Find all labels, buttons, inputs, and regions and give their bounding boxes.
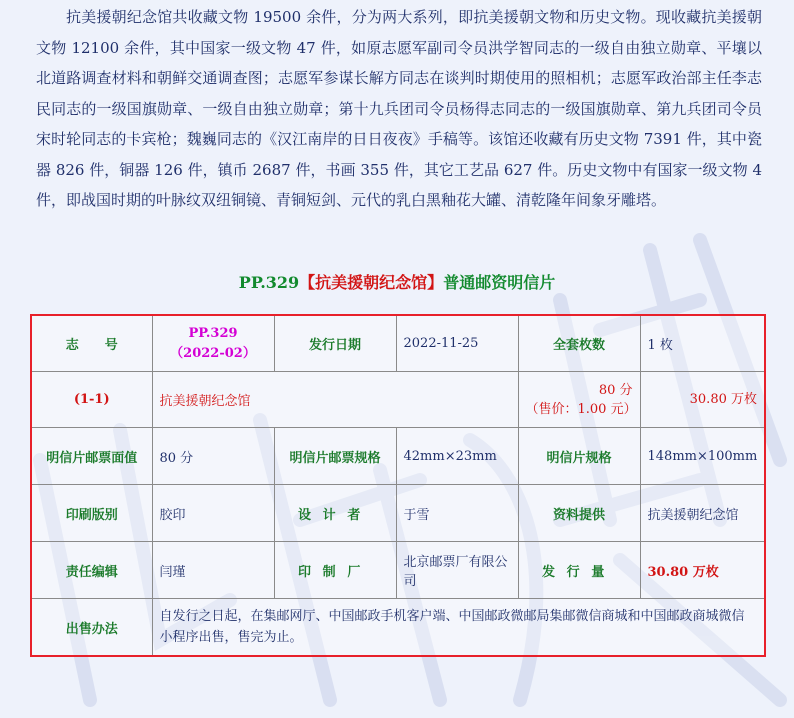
label-designer: 设计者: [274, 485, 396, 542]
table-row: [31, 315, 765, 372]
label-source: 资料提供: [518, 485, 640, 542]
table-row: [31, 485, 765, 542]
item-name: 抗美援朝纪念馆: [152, 372, 518, 428]
title-name: 【抗美援朝纪念馆】: [299, 273, 444, 292]
label-editor: 责任编辑: [31, 542, 152, 599]
card-stamp-face-value: 80 分: [152, 428, 274, 485]
label-print-method: 印刷版别: [31, 485, 152, 542]
table-row: [31, 428, 765, 485]
item-face-line2: （售价：1.00 元）: [525, 401, 637, 417]
item-face-value: [518, 372, 640, 428]
title-code: PP.329: [238, 273, 300, 292]
card-size-value: 148mm×100mm: [640, 428, 765, 485]
intro-paragraph: 抗美援朝纪念馆共收藏文物 19500 余件，分为两大系列，即抗美援朝文物和历史文物。现收藏抗美援朝文物 12100 余件，其中国家一级文物 47 件，如原志愿军副司令员洪学智同志的一级自由独立勋章、平壤以北道路调查材料和朝鲜交通调查图；志愿军参谋长解方同志在谈判时期使用的照相机；志愿军政治部主任李志民同志的一级国旗勋章、一级自由独立勋章；第十九兵团司令员杨得志同志的一级国旗勋章、第九兵团司令员宋时轮同志的卡宾枪；魏巍同志的《汉江南岸的日日夜夜》手稿等。该馆还收藏有历史文物 7391 件，其中瓷器 826 件，铜器 126 件，镇币 2687 件，书画 355 件，其它工艺品 627 件。历史文物中有国家一级文物 4 件，即战国时期的叶脉纹双纽铜镜、青铜短剑、元代的乳白黑釉花大罐、清乾隆年间象牙雕塔。: [36, 8, 762, 209]
label-card-stamp-face: 明信片邮票面值: [31, 428, 152, 485]
card-stamp-size-value: 42mm×23mm: [396, 428, 518, 485]
table-row: [31, 372, 765, 428]
label-sale-method: 出售办法: [31, 599, 152, 657]
item-quantity: 30.80 万枚: [640, 372, 765, 428]
item-number: (1-1): [31, 372, 152, 428]
zhihao-line1: PP.329: [188, 325, 238, 341]
label-card-stamp-size: 明信片邮票规格: [274, 428, 396, 485]
sale-method-value: 自发行之日起，在集邮网厅、中国邮政手机客户端、中国邮政微邮局集邮微信商城和中国邮政商城微信小程序出售，售完为止。: [152, 599, 765, 657]
designer-value: 于雪: [396, 485, 518, 542]
zhihao-value: [152, 315, 274, 372]
label-printer: 印制厂: [274, 542, 396, 599]
table-title: [30, 270, 764, 293]
label-zhihao: 志 号: [31, 315, 152, 372]
title-tail: 普通邮资明信片: [443, 273, 556, 292]
table-row: [31, 599, 765, 657]
table-row: [31, 542, 765, 599]
print-method-value: 胶印: [152, 485, 274, 542]
printer-value: 北京邮票厂有限公司: [396, 542, 518, 599]
label-set-count: 全套枚数: [518, 315, 640, 372]
label-issue-quantity: 发行量: [518, 542, 640, 599]
zhihao-line2: （2022-02）: [170, 345, 256, 361]
issue-quantity-value: 30.80 万枚: [640, 542, 765, 599]
label-issue-date: 发行日期: [274, 315, 396, 372]
stamp-info-table: [30, 314, 766, 657]
label-card-size: 明信片规格: [518, 428, 640, 485]
issue-date-value: 2022-11-25: [396, 315, 518, 372]
source-value: 抗美援朝纪念馆: [640, 485, 765, 542]
editor-value: 闫瑾: [152, 542, 274, 599]
item-face-line1: 80 分: [598, 382, 633, 398]
set-count-value: 1 枚: [640, 315, 765, 372]
